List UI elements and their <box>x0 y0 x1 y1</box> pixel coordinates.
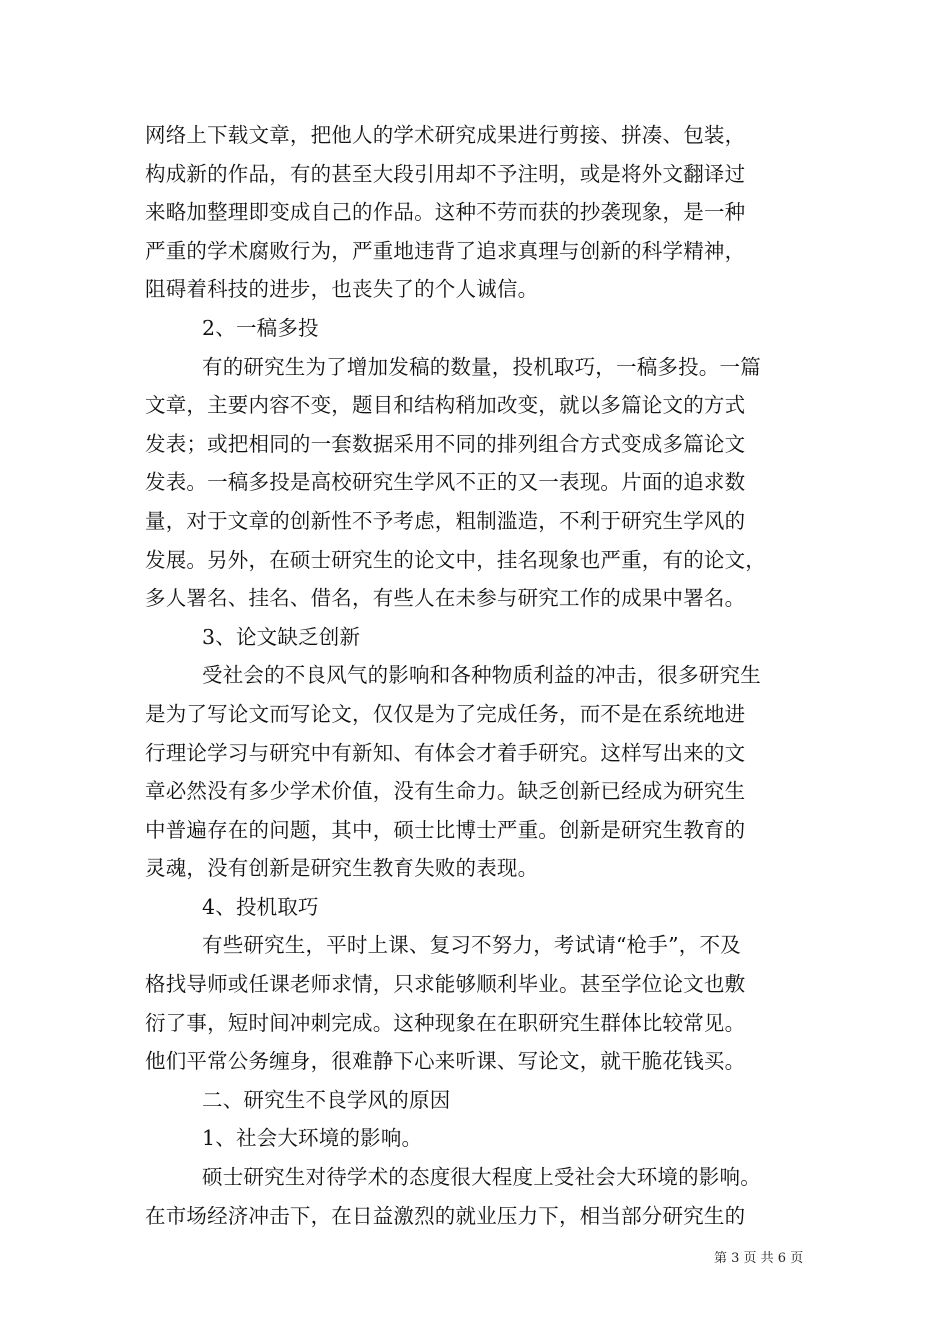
document-body <box>145 116 810 1235</box>
body-text-line: 中普遍存在的问题，其中，硕士比博士严重。创新是研究生教育的 <box>145 817 746 842</box>
body-text-line: 多人署名、挂名、借名，有些人在未参与研究工作的成果中署名。 <box>145 586 746 611</box>
body-text-line: 发表；或把相同的一套数据采用不同的排列组合方式变成多篇论文 <box>145 431 746 456</box>
section-heading: 1、社会大环境的影响。 <box>202 1126 423 1151</box>
body-text-line: 章必然没有多少学术价值，没有生命力。缺乏创新已经成为研究生 <box>145 779 746 804</box>
body-text-line: 格找导师或任课老师求情，只求能够顺利毕业。甚至学位论文也敷 <box>145 972 746 997</box>
body-text-line: 网络上下载文章，把他人的学术研究成果进行剪接、拼凑、包装， <box>145 123 746 147</box>
paragraph-first-line: 硕士研究生对待学术的态度很大程度上受社会大环境的影响。 <box>202 1165 761 1190</box>
page-number-footer: 第 3 页 共 6 页 <box>714 1251 804 1266</box>
body-text-line: 严重的学术腐败行为，严重地违背了追求真理与创新的科学精神， <box>145 238 746 263</box>
body-text-line: 阻碍着科技的进步，也丧失了的个人诚信。 <box>145 277 539 302</box>
body-text-line: 发展。另外，在硕士研究生的论文中，挂名现象也严重，有的论文， <box>145 547 766 572</box>
section-heading: 2、一稿多投 <box>202 315 319 340</box>
body-text-line: 在市场经济冲击下，在日益激烈的就业压力下，相当部分研究生的 <box>145 1203 746 1228</box>
body-text-line: 行理论学习与研究中有新知、有体会才着手研究。这样写出来的文 <box>145 740 746 765</box>
body-text-line: 灵魂，没有创新是研究生教育失败的表现。 <box>145 856 539 881</box>
chapter-heading: 二、研究生不良学风的原因 <box>202 1087 451 1112</box>
body-text-line: 构成新的作品，有的甚至大段引用却不予注明，或是将外文翻译过 <box>145 161 746 186</box>
body-text-line: 他们平常公务缠身，很难静下心来听课、写论文，就干脆花钱买。 <box>145 1049 746 1074</box>
body-text-line: 是为了写论文而写论文，仅仅是为了完成任务，而不是在系统地进 <box>145 701 746 726</box>
section-heading: 3、论文缺乏创新 <box>202 624 361 649</box>
body-text-line: 文章，主要内容不变，题目和结构稍加改变，就以多篇论文的方式 <box>145 393 746 418</box>
paragraph-first-line: 受社会的不良风气的影响和各种物质利益的冲击，很多研究生 <box>202 663 761 688</box>
body-text-line: 来略加整理即变成自己的作品。这种不劳而获的抄袭现象，是一种 <box>145 200 746 225</box>
paragraph-first-line: 有些研究生，平时上课、复习不努力，考试请“枪手”，不及 <box>202 933 741 958</box>
body-text-line: 量，对于文章的创新性不予考虑，粗制滥造，不利于研究生学风的 <box>145 508 746 533</box>
body-text-line: 发表。一稿多投是高校研究生学风不正的又一表现。片面的追求数 <box>145 470 746 495</box>
body-text-line: 衍了事，短时间冲刺完成。这种现象在在职研究生群体比较常见。 <box>145 1010 746 1035</box>
paragraph-first-line: 有的研究生为了增加发稿的数量，投机取巧，一稿多投。一篇 <box>202 354 761 379</box>
section-heading: 4、投机取巧 <box>202 894 319 919</box>
